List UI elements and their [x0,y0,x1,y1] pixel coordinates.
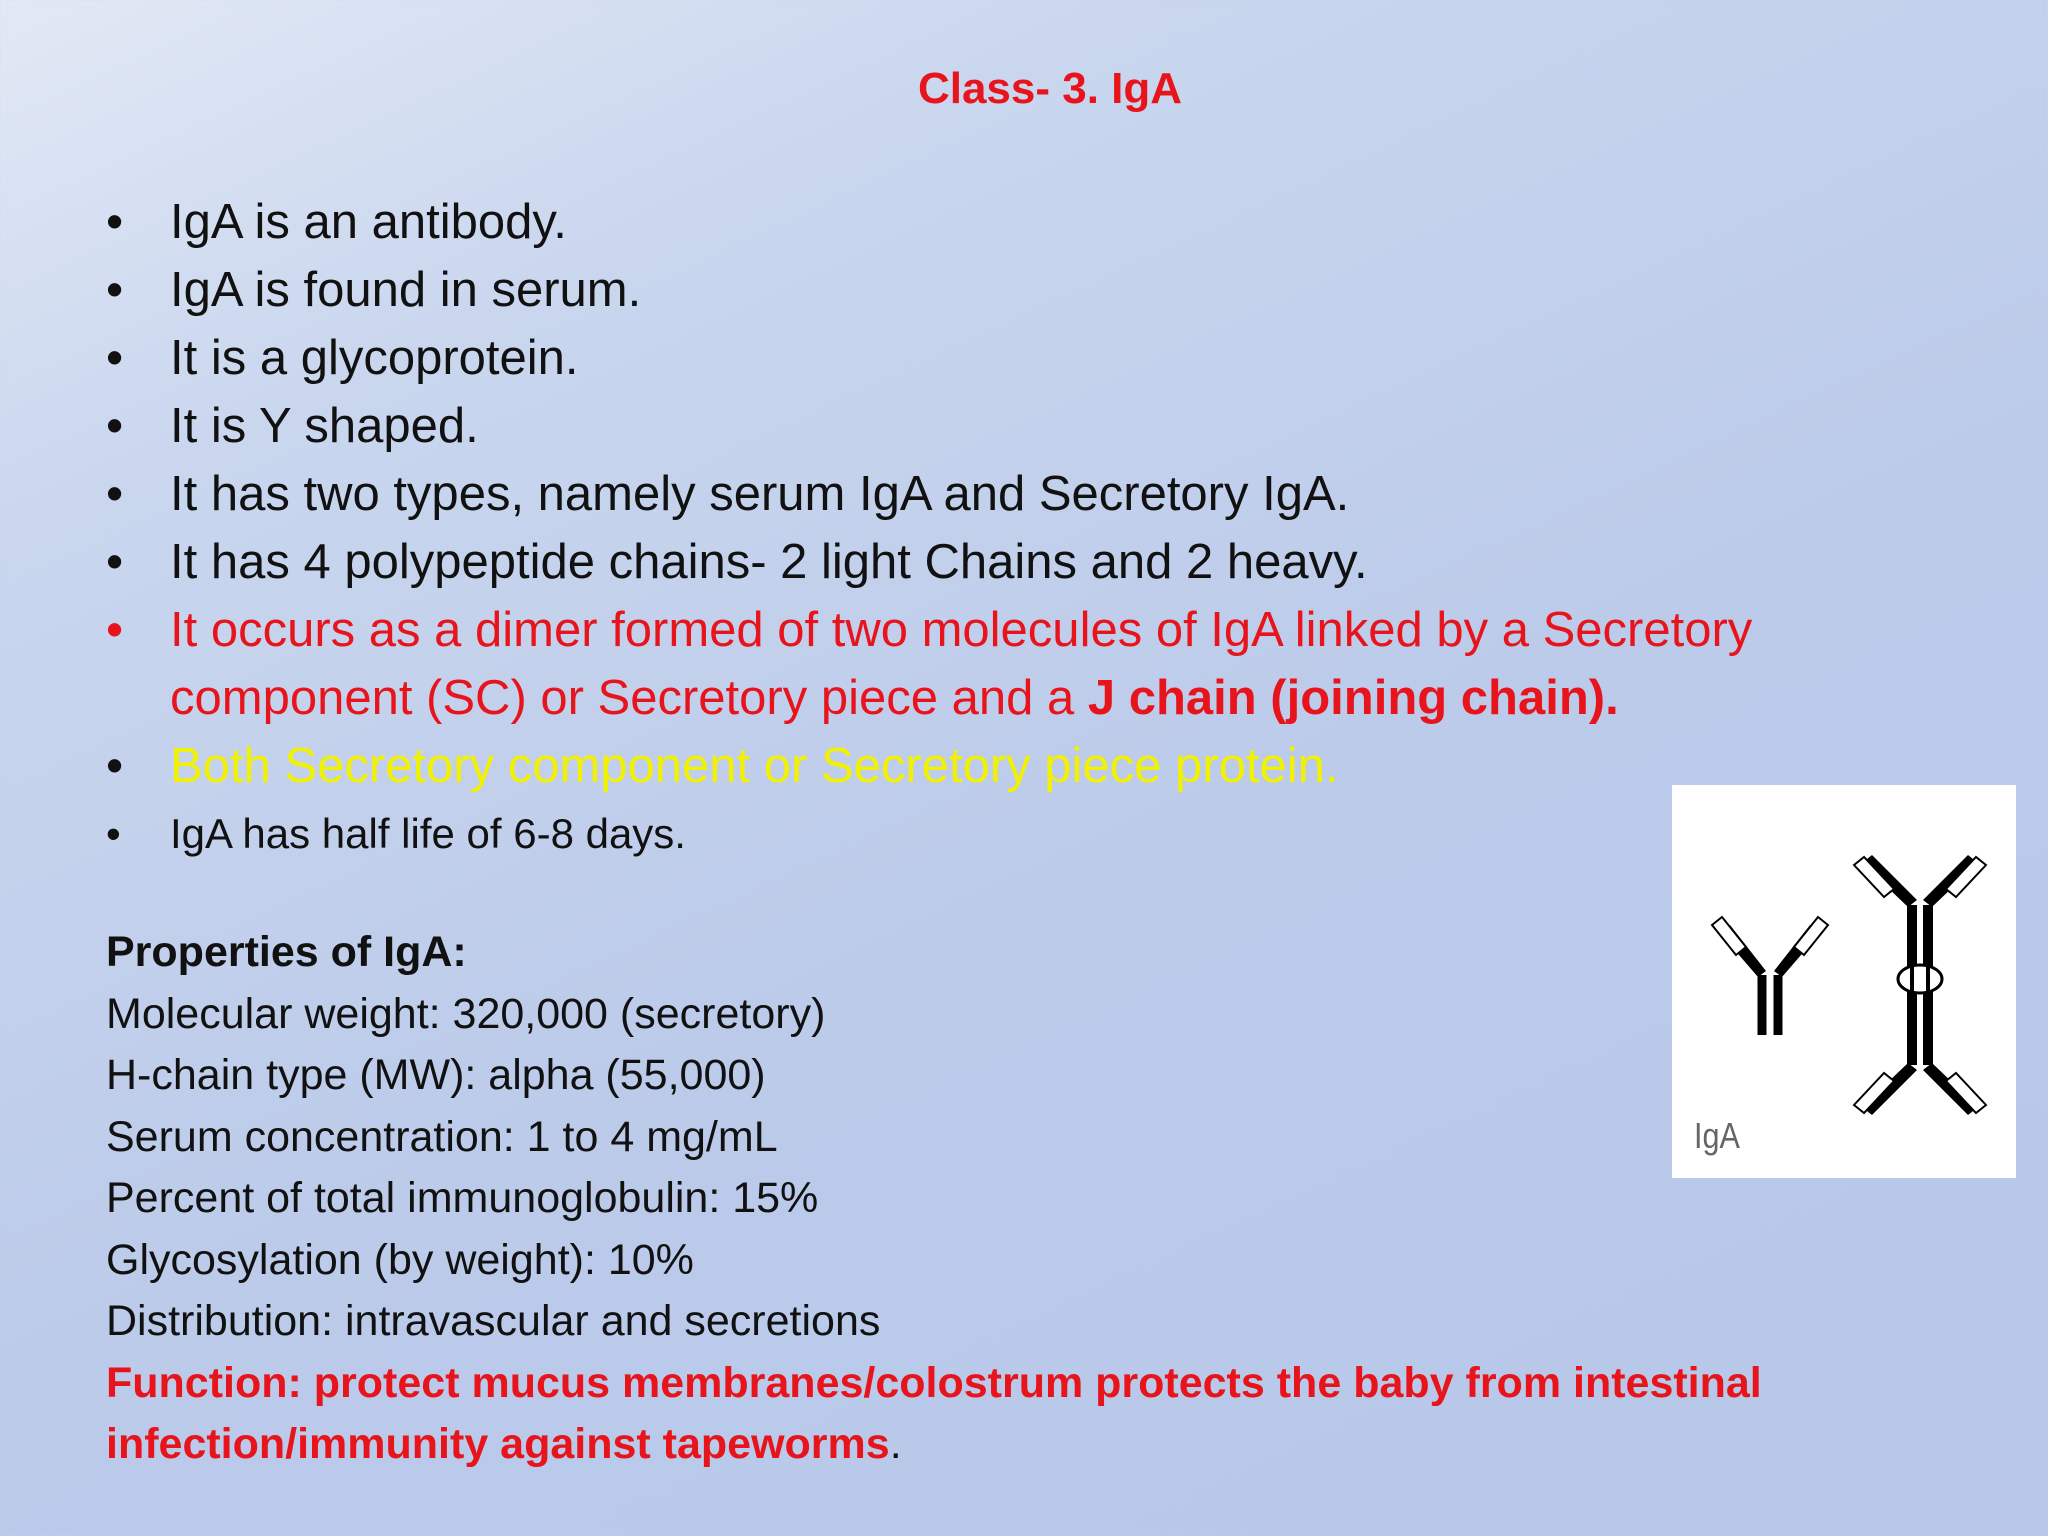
bullet-marker: • [106,195,124,249]
bullet-text: IgA is found in serum. [170,263,642,317]
bullet-marker: • [106,603,124,657]
bullet-item [106,528,1906,596]
bullet-item [106,324,1906,392]
bullet-item [106,460,1906,528]
bullet-marker: • [106,810,121,857]
bullet-text: It occurs as a dimer formed of two molecules of IgA linked by a Secretory component (SC) or Secretory piece and a [170,603,1753,725]
bullet-item [106,800,1906,868]
function-red-text: Function: protect mucus membranes/colostrum protects the baby from intestinal infection/immunity against tapeworms [106,1358,1762,1468]
bullet-marker: • [106,467,124,521]
iga-structure-figure [1672,785,2016,1178]
bullet-item [106,392,1906,460]
bullet-marker: • [106,331,124,385]
bullet-text: IgA is an antibody. [170,195,567,249]
bullet-text: Both Secretory component or Secretory piece protein. [170,739,1339,793]
bullet-bold-text: J chain (joining chain). [1087,671,1619,725]
bullet-text: It is Y shaped. [170,399,479,453]
property-line: H-chain type (MW): alpha (55,000) [106,1051,766,1099]
bullet-item [106,188,1906,256]
bullet-list [106,188,1906,868]
property-line: Serum concentration: 1 to 4 mg/mL [106,1112,778,1161]
figure-label: IgA [1694,1115,1740,1156]
function-text [106,1353,1906,1476]
property-line: Molecular weight: 320,000 (secretory) [106,989,826,1038]
bullet-text: It has two types, namely serum IgA and Secretory IgA. [170,467,1350,521]
properties-heading: Properties of IgA: [106,928,467,976]
bullet-item-secretory [106,732,1906,800]
igA-monomer-icon [1712,917,1828,1035]
bullet-text: IgA has half life of 6-8 days. [170,810,686,857]
property-line: Distribution: intravascular and secretions [106,1297,881,1345]
property-line: Percent of total immunoglobulin: 15% [106,1174,819,1222]
bullet-item-dimer [106,596,1906,732]
slide-title: Class- 3. IgA [917,64,1183,113]
bullet-marker: • [106,535,124,589]
function-period: . [889,1420,902,1468]
bullet-marker: • [106,263,124,317]
bullet-text: It has 4 polypeptide chains- 2 light Chains and 2 heavy. [170,535,1368,589]
property-line: Glycosylation (by weight): 10% [106,1235,694,1284]
bullet-marker: • [106,399,124,453]
bullet-text: It is a glycoprotein. [170,331,579,385]
bullet-item [106,256,1906,324]
bullet-marker: • [106,739,124,793]
igA-dimer-icon [1854,855,1986,1115]
